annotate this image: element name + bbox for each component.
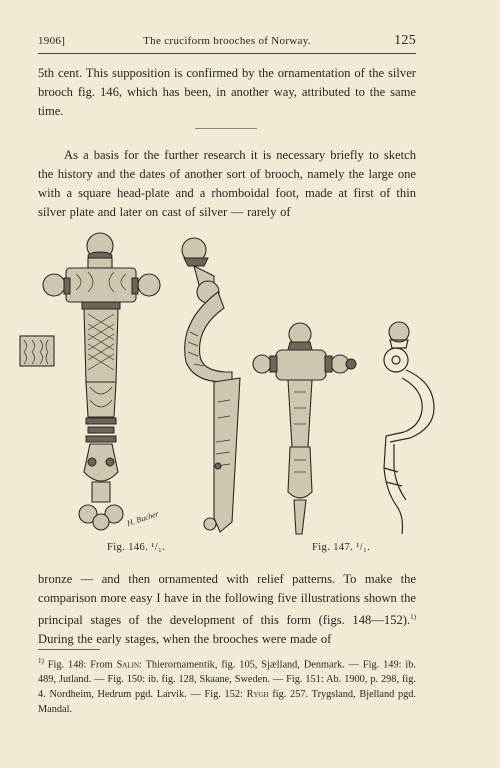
figure-146-caption: Fig. 146. ¹/₁. bbox=[107, 542, 166, 553]
footnote bbox=[38, 654, 416, 717]
fig-147-side-brooch bbox=[384, 322, 434, 534]
footnote-author-2: Rygh bbox=[246, 689, 269, 701]
footnote-mark: 1) bbox=[38, 657, 44, 665]
running-head-year: 1906] bbox=[38, 35, 66, 47]
paragraph-3-text: bronze — and then ornamented with relief patterns. To make the comparison more easy I have in the following five illustrations shown the principal stages of the development of this form (figs. 148—152). bbox=[38, 572, 416, 628]
running-head-title: The cruciform brooches of Norway. bbox=[143, 35, 311, 47]
artist-signature: H. Bucher bbox=[125, 509, 160, 528]
paragraph-3 bbox=[38, 570, 416, 649]
paragraph-1: 5th cent. This supposition is confirmed by the ornamentation of the silver brooch fig. 146, which has been, in another way, attributed to the same time. bbox=[38, 66, 416, 118]
section-separator bbox=[195, 128, 257, 129]
running-head bbox=[38, 35, 416, 51]
page-number: 125 bbox=[394, 33, 416, 48]
footnote-reference: 1) bbox=[410, 613, 416, 621]
brooch-illustrations bbox=[18, 232, 448, 562]
fig-146-side-brooch bbox=[182, 238, 240, 532]
ornament-detail bbox=[20, 336, 54, 366]
paragraph-3-text-end: During the early stages, when the brooches were made of bbox=[38, 632, 332, 647]
footnote-text-end: fig. 257. Trygsland, Bjelland pgd. Mandal. bbox=[38, 689, 416, 716]
footnote-author: Salin bbox=[116, 659, 140, 671]
fig-146-front-brooch bbox=[43, 233, 160, 530]
fig-147-front-brooch bbox=[253, 323, 356, 534]
header-rule bbox=[38, 53, 416, 54]
figure-147-caption: Fig. 147. ¹/₁. bbox=[312, 542, 371, 553]
paragraph-2: As a basis for the further research it is necessary briefly to sketch the history and the dates of another sort of brooch, namely the large one with a square head-plate and a rhomboidal foot, made at first of thin silver plate and later on cast of silver — rarely of bbox=[38, 148, 416, 219]
footnote-rule bbox=[38, 649, 100, 650]
footnote-text-mid: : Thierornamentik, fig. 105, Sjælland, Denmark. — Fig. 149: ib. 489, Jutland. — Fig. 150: ib. fig. 128, Skaane, Sweden. — Fig. 151: Ab. 1900, p. 298, fig. 4. Nordheim, Hedrum pgd. Larvik. — Fig. 152: bbox=[38, 659, 416, 701]
footnote-text-lead: Fig. 148: From bbox=[43, 659, 117, 671]
